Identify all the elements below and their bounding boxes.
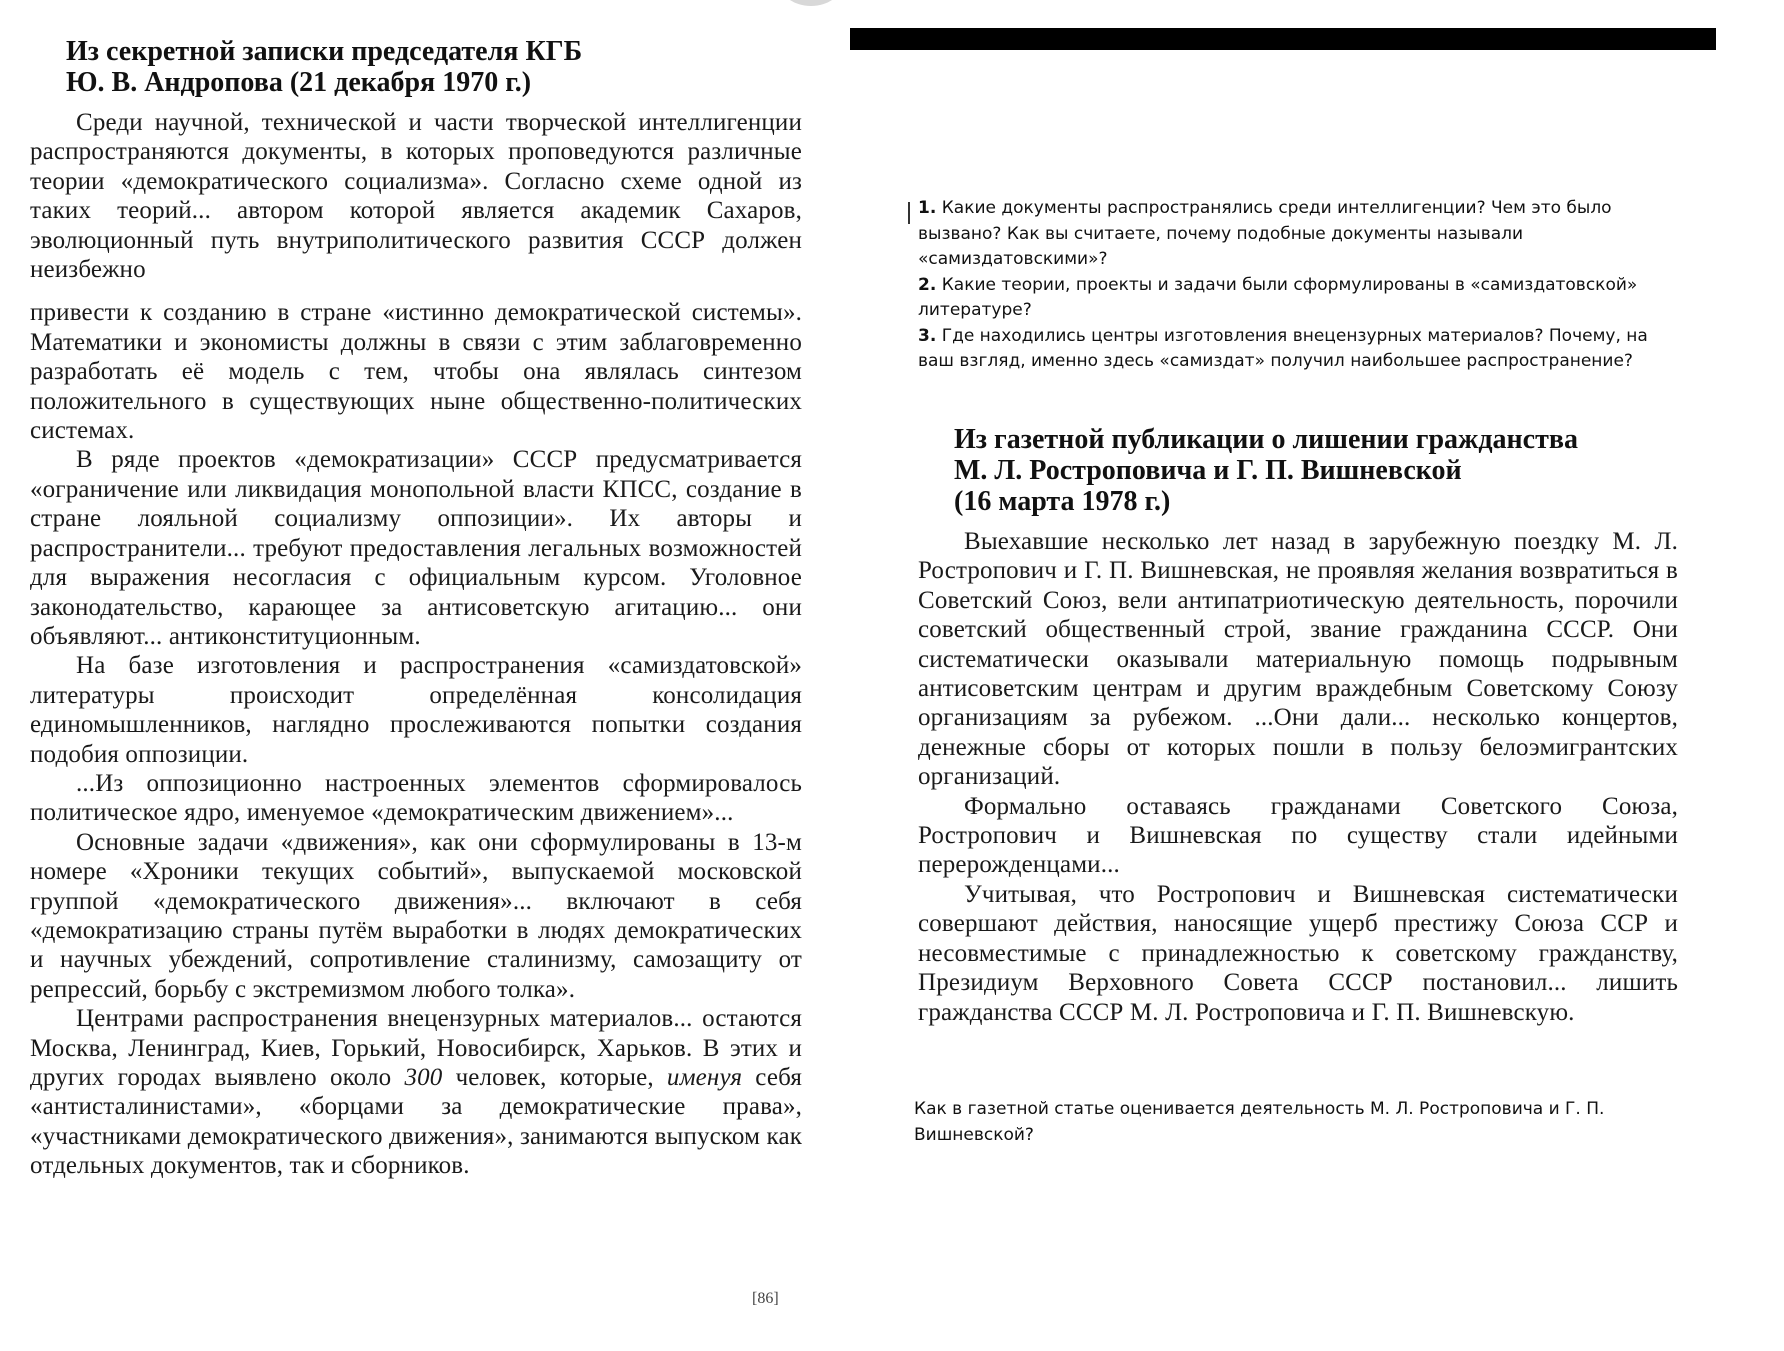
question-2	[918, 273, 1648, 324]
question-3-number: 3.	[918, 325, 937, 346]
margin-mark	[908, 202, 910, 224]
left-title-line-2: Ю. В. Андропова (21 декабря 1970 г.)	[66, 67, 532, 98]
left-paragraph-2: привести к созданию в стране «истинно демократической системы». Математики и экономисты должны в связи с этим заблаговременно разработать её модель с тем, чтобы она являлась синтезом положительного в существующих ныне общественно-политических системах.	[30, 299, 802, 445]
left-paragraph-1: Среди научной, технической и части творческой интеллигенции распространяются документы, в которых проповедуются различные теории «демократического социализма». Согласно схеме одной из таких теорий... автором которой является академик Сахаров, эволюционный путь внутриполитического развития СССР должен неизбежно	[30, 109, 802, 284]
top-black-bar	[850, 28, 1716, 50]
right-paragraph-2: Формально оставаясь гражданами Советского Союза, Ростропович и Вишневская по существу стали идейными перерожденцами...	[918, 792, 1678, 879]
top-scroll-indicator	[778, 0, 844, 6]
left-paragraph-7-part-3: себя «антисталинистами», «борцами за демократические права», «участниками демократического движения», занимаются выпуском как отдельных документов, так и сборников.	[30, 1064, 802, 1180]
right-title-line-3: (16 марта 1978 г.)	[954, 486, 1171, 517]
left-paragraph-4: На базе изготовления и распространения «самиздатовской» литературы происходит определённая консолидация единомышленников, наглядно прослеживаются попытки создания подобия оппозиции.	[30, 652, 802, 768]
right-title-line-1: Из газетной публикации о лишении гражданства	[954, 424, 1578, 455]
right-document-column	[918, 424, 1678, 1027]
people-count-number: 300	[404, 1064, 443, 1091]
left-paragraph-3: В ряде проектов «демократизации» СССР предусматривается «ограничение или ликвидация монопольной власти КПСС, создание в стране лояльной социализму оппозиции». Их авторы и распространители... требуют предоставления легальных возможностей для выражения несогласия с официальным курсом. Уголовное законодательство, карающее за антисоветскую агитацию... они объявляют... антиконституционным.	[30, 446, 802, 650]
left-title-line-1: Из секретной записки председателя КГБ	[66, 36, 583, 67]
question-3	[918, 324, 1648, 375]
question-2-number: 2.	[918, 274, 937, 295]
right-title-line-2: М. Л. Ростроповича и Г. П. Вишневской	[954, 455, 1462, 486]
right-source-title	[954, 424, 1678, 517]
page-number: [86]	[752, 1290, 779, 1307]
question-2-text: Какие теории, проекты и задачи были сформулированы в «самиздатовской» литературе?	[918, 274, 1638, 320]
italic-word-imenuya: именуя	[666, 1064, 743, 1091]
question-1-text: Какие документы распространялись среди интеллигенции? Чем это было вызвано? Как вы считаете, почему подобные документы называли «самиздатовскими»?	[918, 198, 1612, 269]
question-3-text: Где находились центры изготовления внецензурных материалов? Почему, на ваш взгляд, именно здесь «самиздат» получил наибольшее распространение?	[918, 325, 1648, 371]
left-paragraph-7-part-2: человек, которые,	[442, 1064, 667, 1091]
questions-block	[918, 196, 1648, 375]
right-paragraph-1: Выехавшие несколько лет назад в зарубежную поездку М. Л. Ростропович и Г. П. Вишневская, не проявляя желания возвратиться в Советский Союз, вели антипатриотическую деятельность, порочили советский общественный строй, звание гражданина СССР. Они систематически оказывали материальную помощь подрывным антисоветским центрам и другим враждебным Советскому Союзу организациям за рубежом. ...Они дали... несколько концертов, денежные сборы от которых пошли в пользу белоэмигрантских организаций.	[918, 528, 1678, 791]
left-source-title	[66, 36, 802, 98]
final-question: Как в газетной статье оценивается деятельность М. Л. Ростроповича и Г. П. Вишневской?	[914, 1099, 1605, 1145]
right-paragraph-3: Учитывая, что Ростропович и Вишневская систематически совершают действия, наносящие ущерб престижу Союза ССР и несовместимые с принадлежностью к советскому гражданству, Президиум Верховного Совета СССР постановил... лишить гражданства СССР М. Л. Ростроповича и Г. П. Вишневскую.	[918, 880, 1678, 1026]
left-paragraph-6: Основные задачи «движения», как они сформулированы в 13-м номере «Хроники текущих событий», выпускаемой московской группой «демократического движения»... включают в себя «демократизацию страны путём выработки в людях демократических и научных убеждений, сопротивление сталинизму, самозащиту от репрессий, борьбу с экстремизмом любого толка».	[30, 828, 802, 1003]
question-1	[918, 196, 1648, 273]
question-1-number: 1.	[918, 198, 937, 218]
left-paragraph-7-part-1: Центрами распространения внецензурных материалов... остаются Москва, Ленинград, Киев, Горький, Новосибирск, Харьков. В этих и других городах выявлено около	[30, 1005, 802, 1091]
left-paragraph-7	[30, 1004, 802, 1180]
left-document-column	[30, 36, 802, 1181]
left-paragraph-5: ...Из оппозиционно настроенных элементов сформировалось политическое ядро, именуемое «демократическим движением»...	[30, 769, 802, 827]
